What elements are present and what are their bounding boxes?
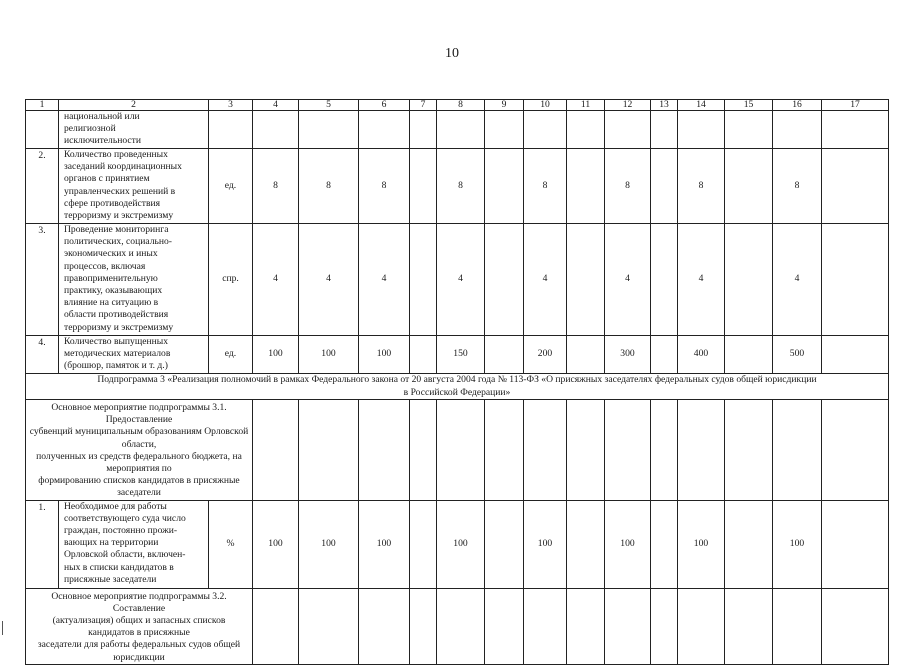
value-cell <box>567 400 605 501</box>
page-number: 10 <box>445 46 459 61</box>
value-cell <box>567 336 605 374</box>
value-cell: 4 <box>678 224 725 336</box>
value-cell: 100 <box>678 500 725 588</box>
header-cell: 4 <box>253 100 299 111</box>
event-row <box>26 588 889 664</box>
value-cell: 4 <box>359 224 410 336</box>
main-event-title: Основное мероприятие подпрограммы 3.2. Составление (актуализация) общих и запасных списков кандидатов в присяжные заседатели для работы федеральных судов общей юрисдикции <box>26 588 253 664</box>
value-cell <box>725 149 773 224</box>
header-cell: 16 <box>773 100 822 111</box>
value-cell <box>359 588 410 664</box>
value-cell <box>410 224 437 336</box>
header-cell: 1 <box>26 100 59 111</box>
value-cell <box>567 224 605 336</box>
value-cell <box>485 111 524 149</box>
value-cell <box>725 500 773 588</box>
value-cell <box>253 111 299 149</box>
value-cell <box>651 224 678 336</box>
value-cell <box>253 400 299 501</box>
value-cell <box>605 588 651 664</box>
value-cell <box>410 336 437 374</box>
value-cell: 100 <box>359 500 410 588</box>
indicator-name-cell: Количество выпущенных методических материалов (брошюр, памяток и т. д.) <box>59 336 209 374</box>
value-cell <box>773 400 822 501</box>
table-row <box>26 149 889 224</box>
value-cell <box>773 588 822 664</box>
value-cell: 100 <box>524 500 567 588</box>
value-cell <box>299 400 359 501</box>
value-cell: 8 <box>437 149 485 224</box>
header-cell: 9 <box>485 100 524 111</box>
value-cell: 8 <box>678 149 725 224</box>
value-cell <box>725 224 773 336</box>
header-cell: 11 <box>567 100 605 111</box>
value-cell <box>651 500 678 588</box>
value-cell <box>678 588 725 664</box>
value-cell <box>253 588 299 664</box>
row-number-cell: 4. <box>26 336 59 374</box>
value-cell: 400 <box>678 336 725 374</box>
value-cell: 100 <box>299 336 359 374</box>
header-cell: 15 <box>725 100 773 111</box>
value-cell <box>359 400 410 501</box>
value-cell <box>299 588 359 664</box>
indicator-name-cell: Количество проведенных заседаний координационных органов с принятием управленческих решений в сфере противодействия терроризму и экстремизму <box>59 149 209 224</box>
value-cell <box>567 111 605 149</box>
header-cell: 13 <box>651 100 678 111</box>
value-cell <box>359 111 410 149</box>
value-cell <box>299 111 359 149</box>
header-cell: 5 <box>299 100 359 111</box>
value-cell: 8 <box>605 149 651 224</box>
value-cell: 4 <box>605 224 651 336</box>
row-number-cell: 1. <box>26 500 59 588</box>
value-cell: 4 <box>253 224 299 336</box>
value-cell <box>822 588 889 664</box>
unit-cell: ед. <box>209 149 253 224</box>
value-cell: 100 <box>253 500 299 588</box>
unit-cell: % <box>209 500 253 588</box>
value-cell <box>822 500 889 588</box>
header-cell: 2 <box>59 100 209 111</box>
subprogram-title: Подпрограмма 3 «Реализация полномочий в рамках Федерального закона от 20 августа 2004 года № 113-ФЗ «О присяжных заседателях федеральных судов общей юрисдикции в Российской Федерации» <box>26 374 889 400</box>
value-cell: 4 <box>524 224 567 336</box>
header-cell: 8 <box>437 100 485 111</box>
value-cell <box>524 111 567 149</box>
value-cell: 100 <box>605 500 651 588</box>
value-cell: 100 <box>359 336 410 374</box>
value-cell: 300 <box>605 336 651 374</box>
scan-margin-mark <box>2 621 3 635</box>
value-cell <box>651 149 678 224</box>
value-cell <box>410 400 437 501</box>
value-cell <box>773 111 822 149</box>
value-cell <box>567 149 605 224</box>
indicators-table <box>25 99 889 665</box>
value-cell <box>725 336 773 374</box>
row-number-cell: 2. <box>26 149 59 224</box>
value-cell: 100 <box>253 336 299 374</box>
value-cell <box>822 149 889 224</box>
indicator-name-cell: национальной или религиозной исключительности <box>59 111 209 149</box>
value-cell: 4 <box>299 224 359 336</box>
value-cell <box>651 336 678 374</box>
header-cell: 14 <box>678 100 725 111</box>
value-cell <box>567 588 605 664</box>
header-cell: 12 <box>605 100 651 111</box>
header-cell: 17 <box>822 100 889 111</box>
value-cell <box>567 500 605 588</box>
value-cell: 4 <box>773 224 822 336</box>
header-cell: 6 <box>359 100 410 111</box>
value-cell <box>678 400 725 501</box>
value-cell: 100 <box>299 500 359 588</box>
event-row <box>26 400 889 501</box>
value-cell <box>524 588 567 664</box>
value-cell: 8 <box>299 149 359 224</box>
value-cell <box>485 149 524 224</box>
value-cell <box>605 400 651 501</box>
value-cell: 8 <box>253 149 299 224</box>
value-cell: 8 <box>524 149 567 224</box>
value-cell <box>410 500 437 588</box>
value-cell <box>822 336 889 374</box>
value-cell: 100 <box>773 500 822 588</box>
value-cell: 150 <box>437 336 485 374</box>
value-cell: 100 <box>437 500 485 588</box>
value-cell <box>485 400 524 501</box>
header-cell: 10 <box>524 100 567 111</box>
table-row <box>26 224 889 336</box>
unit-cell: ед. <box>209 336 253 374</box>
main-event-title: Основное мероприятие подпрограммы 3.1. Предоставление субвенций муниципальным образованиям Орловской области, полученных из средств федерального бюджета, на мероприятия по формированию списков кандидатов в присяжные заседатели <box>26 400 253 501</box>
value-cell <box>410 588 437 664</box>
value-cell: 500 <box>773 336 822 374</box>
value-cell <box>485 588 524 664</box>
indicator-name-cell: Необходимое для работы соответствующего суда число граждан, постоянно прожи- вающих на территории Орловской области, включен- ных в списки кандидатов в присяжные заседатели <box>59 500 209 588</box>
value-cell <box>822 400 889 501</box>
unit-cell <box>209 111 253 149</box>
row-number-cell <box>26 111 59 149</box>
indicator-name-cell: Проведение мониторинга политических, социально- экономических и иных процессов, включая правоприменительную практику, оказывающих влияние на ситуацию в области противодействия терроризму и экстремизму <box>59 224 209 336</box>
value-cell <box>651 400 678 501</box>
value-cell <box>651 111 678 149</box>
value-cell <box>678 111 725 149</box>
value-cell <box>524 400 567 501</box>
value-cell <box>725 588 773 664</box>
value-cell: 4 <box>437 224 485 336</box>
value-cell <box>410 111 437 149</box>
subprogram-row <box>26 374 889 400</box>
value-cell <box>485 500 524 588</box>
header-row <box>26 100 889 111</box>
value-cell <box>437 400 485 501</box>
value-cell <box>410 149 437 224</box>
value-cell <box>485 224 524 336</box>
table-row <box>26 500 889 588</box>
table-row-continued <box>26 111 889 149</box>
unit-cell: спр. <box>209 224 253 336</box>
value-cell <box>437 588 485 664</box>
row-number-cell: 3. <box>26 224 59 336</box>
header-cell: 3 <box>209 100 253 111</box>
value-cell <box>725 400 773 501</box>
value-cell <box>605 111 651 149</box>
header-cell: 7 <box>410 100 437 111</box>
value-cell: 8 <box>773 149 822 224</box>
value-cell <box>822 111 889 149</box>
value-cell <box>651 588 678 664</box>
value-cell <box>725 111 773 149</box>
value-cell: 8 <box>359 149 410 224</box>
value-cell <box>485 336 524 374</box>
value-cell: 200 <box>524 336 567 374</box>
value-cell <box>437 111 485 149</box>
table-row <box>26 336 889 374</box>
value-cell <box>822 224 889 336</box>
